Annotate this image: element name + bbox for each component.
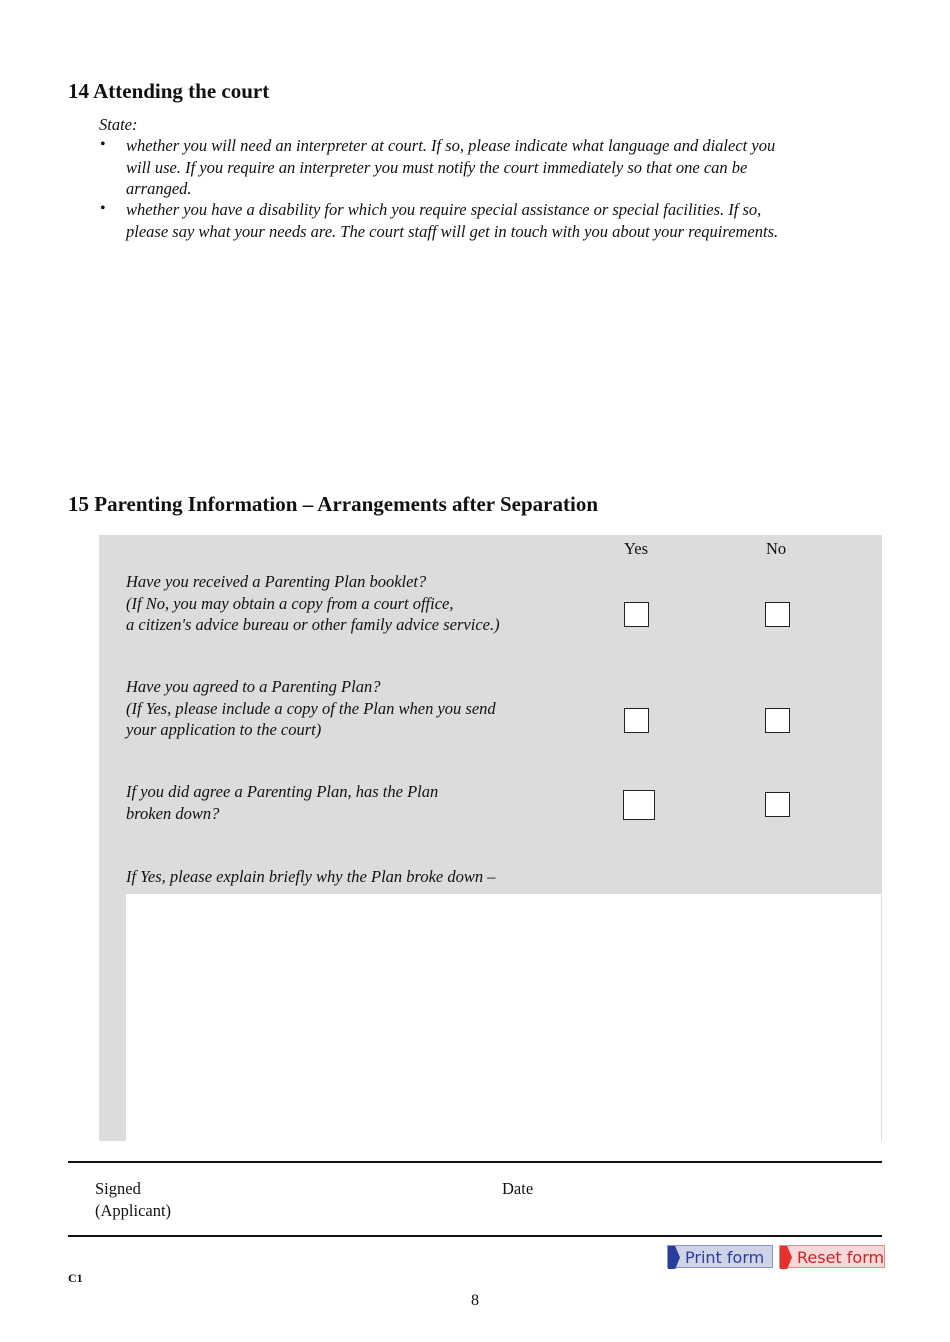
- booklet-no-checkbox[interactable]: [765, 602, 790, 627]
- signed-label: Signed (Applicant): [95, 1179, 172, 1220]
- question-plan-broken: If you did agree a Parenting Plan, has the Plan broken down?: [126, 782, 439, 823]
- interpreter-instruction: whether you will need an interpreter at court. If so, please indicate what language and dialect you will use. If you require an interpreter you must notify the court immediately so that one can be arranged.: [126, 136, 776, 198]
- page-number: 8: [471, 1292, 479, 1309]
- agreed-plan-yes-checkbox[interactable]: [624, 708, 649, 733]
- date-label: Date: [502, 1179, 534, 1198]
- plan-breakdown-input[interactable]: [126, 894, 881, 1145]
- divider: [68, 1161, 882, 1163]
- reset-form-button[interactable]: Reset form: [779, 1245, 885, 1268]
- booklet-yes-checkbox[interactable]: [624, 602, 649, 627]
- question-agreed-plan: Have you agreed to a Parenting Plan? (If Yes, please include a copy of the Plan when you send your application to the court): [126, 677, 496, 739]
- plan-broken-no-checkbox[interactable]: [765, 792, 790, 817]
- print-form-button[interactable]: Print form: [667, 1245, 773, 1268]
- section-14-title: 14 Attending the court: [68, 79, 270, 103]
- reset-flag-icon: [780, 1246, 792, 1269]
- print-flag-icon: [668, 1246, 680, 1269]
- agreed-plan-no-checkbox[interactable]: [765, 708, 790, 733]
- section-15-title: 15 Parenting Information – Arrangements after Separation: [68, 492, 599, 516]
- state-label: State:: [99, 115, 138, 134]
- bullet-marker: •: [100, 200, 106, 217]
- bullet-marker: •: [100, 136, 106, 153]
- yes-column-header: Yes: [624, 539, 649, 558]
- divider: [68, 1235, 882, 1237]
- explain-label: If Yes, please explain briefly why the Plan broke down –: [126, 867, 496, 886]
- form-code: C1: [68, 1271, 83, 1285]
- question-booklet: Have you received a Parenting Plan booklet? (If No, you may obtain a copy from a court office, a citizen's advice bureau or other family advice service.): [126, 572, 500, 634]
- disability-instruction: whether you have a disability for which you require special assistance or special facilities. If so, please say what your needs are. The court staff will get in touch with you about your requirements.: [126, 200, 779, 241]
- no-column-header: No: [766, 539, 787, 558]
- plan-broken-yes-checkbox[interactable]: [623, 790, 655, 820]
- attending-court-input[interactable]: [126, 250, 870, 474]
